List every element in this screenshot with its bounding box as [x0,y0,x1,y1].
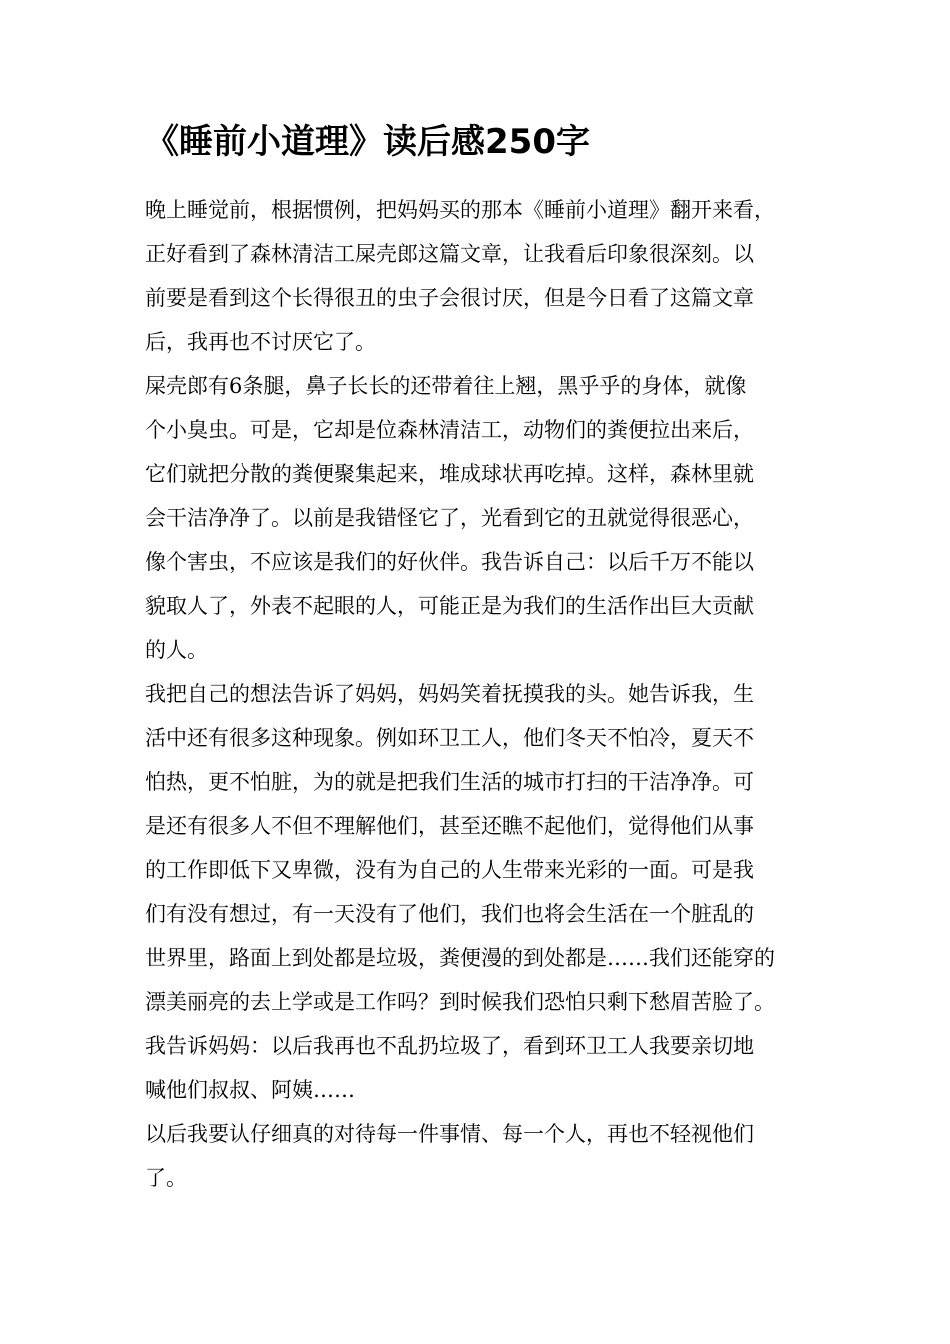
paragraph-2: 屎壳郎有6条腿，鼻子长长的还带着往上翘，黑乎乎的身体，就像 个小臭虫。可是，它却是位森林清洁工，动物们的粪便拉出来后， 它们就把分散的粪便聚集起来，堆成球状再吃掉。这样，森林里就 会干洁净净了。以前是我错怪它了，光看到它的丑就觉得很恶心， 像个害虫，不应该是我们的好伙伴。我告诉自己：以后千万不能以 貌取人了，外表不起眼的人，可能正是为我们的生活作出巨大贡献 的人。 [145,374,754,662]
document-body [145,188,810,1200]
page-title: 《睡前小道理》读后感250字 [145,122,590,162]
paragraph-4: 以后我要认仔细真的对待每一件事情、每一个人，再也不轻视他们 了。 [145,1122,754,1190]
paragraph-1: 晚上睡觉前，根据惯例，把妈妈买的那本《睡前小道理》翻开来看， 正好看到了森林清洁工屎壳郎这篇文章，让我看后印象很深刻。以 前要是看到这个长得很丑的虫子会很讨厌，但是今日看了这篇文章 后，我再也不讨厌它了。 [145,198,775,354]
paragraph-3: 我把自己的想法告诉了妈妈，妈妈笑着抚摸我的头。她告诉我，生 活中还有很多这种现象。例如环卫工人，他们冬天不怕冷，夏天不 怕热，更不怕脏，为的就是把我们生活的城市打扫的干洁净净。可 是还有很多人不但不理解他们，甚至还瞧不起他们，觉得他们从事 的工作即低下又卑微，没有为自己的人生带来光彩的一面。可是我 们有没有想过，有一天没有了他们，我们也将会生活在一个脏乱的 世界里，路面上到处都是垃圾，粪便漫的到处都是……我们还能穿的 漂美丽亮的去上学或是工作吗？到时候我们恐怕只剩下愁眉苦脸了。 我告诉妈妈：以后我再也不乱扔垃圾了，看到环卫工人我要亲切地 喊他们叔叔、阿姨…… [145,682,775,1102]
